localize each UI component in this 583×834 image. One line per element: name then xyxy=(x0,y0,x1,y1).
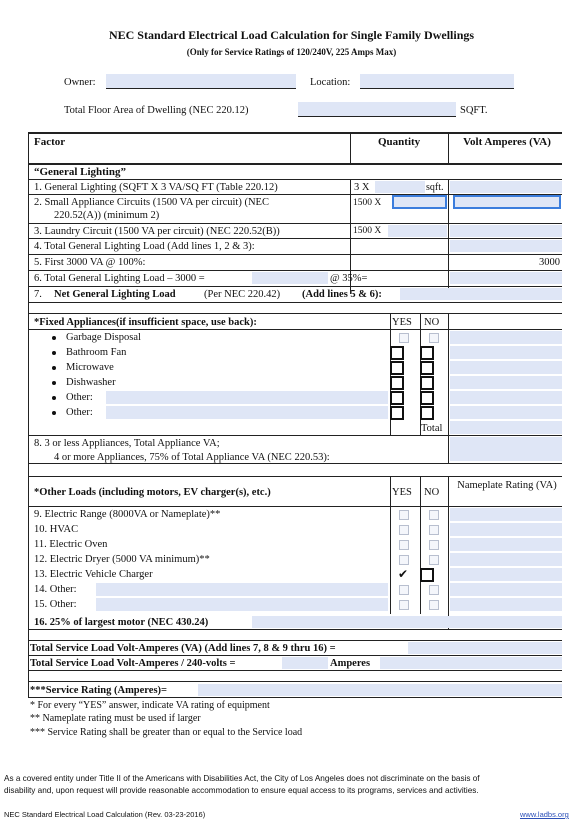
location-underline xyxy=(360,88,514,89)
fixed-no-checkbox[interactable] xyxy=(420,376,434,390)
fixed-yes-checkbox[interactable] xyxy=(390,376,404,390)
other-no-checkbox[interactable] xyxy=(429,600,439,610)
fixed-yes-checkbox[interactable] xyxy=(390,406,404,420)
gl-row-1-sqft-input[interactable] xyxy=(375,181,425,193)
fixed-va-input[interactable] xyxy=(450,376,562,389)
row-border xyxy=(28,302,562,303)
fixed-va-input[interactable] xyxy=(450,361,562,374)
fixed-no-header: NO xyxy=(424,317,440,328)
checkmark-icon: ✔ xyxy=(398,567,409,581)
other-yes-checkbox[interactable] xyxy=(399,600,409,610)
fixed-total-label: Total xyxy=(421,423,443,434)
table-left-border xyxy=(28,132,29,697)
note-3: *** Service Rating shall be greater than or equal to the Service load xyxy=(30,727,303,738)
fixed-no-checkbox[interactable] xyxy=(429,333,439,343)
fixed-yes-header: YES xyxy=(392,317,412,328)
other-load-label: 15. Other: xyxy=(34,599,77,610)
row-border xyxy=(28,223,562,224)
fixed-yes-checkbox[interactable] xyxy=(390,391,404,405)
other-yes-checkbox[interactable] xyxy=(399,510,409,520)
row-border xyxy=(28,506,562,507)
note-1: * For every “YES” answer, indicate VA rating of equipment xyxy=(30,700,270,711)
header-row-border xyxy=(28,163,562,165)
other-no-checkbox[interactable] xyxy=(429,525,439,535)
bullet-icon xyxy=(52,336,56,340)
line-8-label: 8. 3 or less Appliances, Total Appliance VA; xyxy=(34,438,220,449)
gl-row-6-va-input[interactable] xyxy=(450,272,562,284)
row-border xyxy=(28,286,562,287)
row-border xyxy=(28,655,562,656)
gl-row-6-pct: @ 35%= xyxy=(330,273,368,284)
form-title: NEC Standard Electrical Load Calculation for Single Family Dwellings xyxy=(108,28,475,42)
fixed-appliances-header: *Fixed Appliances(if insufficient space, use back): xyxy=(34,317,257,328)
fixed-appliance-label: Bathroom Fan xyxy=(66,347,127,358)
yes-col-divider xyxy=(390,476,391,614)
bullet-icon xyxy=(52,351,56,355)
gl-row-1-qty: 3 X xyxy=(354,182,370,193)
form-subtitle: (Only for Service Ratings of 120/240V, 225 Amps Max) xyxy=(186,47,397,57)
va-col-divider xyxy=(448,179,449,294)
gl-row-3-label: 3. Laundry Circuit (1500 VA per circuit) (NEC 220.52(B)) xyxy=(34,226,280,237)
other-load-va-input[interactable] xyxy=(450,508,562,521)
gl-row-3-qty-input[interactable] xyxy=(388,225,447,237)
other-load-other-input[interactable] xyxy=(96,583,388,596)
other-yes-header: YES xyxy=(392,487,412,498)
total-service-va-input[interactable] xyxy=(408,642,562,654)
other-no-checkbox[interactable] xyxy=(420,568,434,582)
fixed-yes-checkbox[interactable] xyxy=(390,361,404,375)
other-load-va-input[interactable] xyxy=(450,523,562,536)
fixed-other-input[interactable] xyxy=(106,391,388,404)
other-load-label: 12. Electric Dryer (5000 VA minimum)** xyxy=(34,554,210,565)
row-border xyxy=(28,697,562,698)
col-divider-1 xyxy=(350,132,351,164)
va-col-divider xyxy=(448,313,449,463)
no-col-divider xyxy=(420,476,421,614)
website-link[interactable]: www.ladbs.org xyxy=(520,810,569,819)
other-yes-checkbox[interactable] xyxy=(399,555,409,565)
fixed-yes-checkbox[interactable] xyxy=(390,346,404,360)
ada-notice-line-2: disability and, upon request will provide reasonable accommodation to ensure equal access to its programs, services and activities. xyxy=(4,786,479,795)
other-load-va-input[interactable] xyxy=(450,583,562,596)
fixed-no-checkbox[interactable] xyxy=(420,406,434,420)
section-border xyxy=(28,640,562,641)
floor-area-underline xyxy=(298,116,456,117)
gl-row-7-add: (Add lines 5 & 6): xyxy=(302,289,382,300)
row-border xyxy=(28,329,562,330)
row-border xyxy=(28,270,562,271)
va-col-divider xyxy=(448,476,449,629)
gl-row-7-num: 7. xyxy=(34,289,42,300)
other-load-va-input[interactable] xyxy=(450,568,562,581)
gl-row-2-qty-input[interactable] xyxy=(392,195,447,209)
fixed-no-checkbox[interactable] xyxy=(420,361,434,375)
floor-area-label: Total Floor Area of Dwelling (NEC 220.12) xyxy=(64,105,249,116)
other-no-checkbox[interactable] xyxy=(429,555,439,565)
col-quantity-header: Quantity xyxy=(378,136,421,148)
gl-row-1-va-input[interactable] xyxy=(450,181,562,193)
other-yes-checkbox[interactable] xyxy=(399,540,409,550)
row-border xyxy=(28,435,562,436)
other-yes-checkbox[interactable] xyxy=(399,585,409,595)
other-load-label: 10. HVAC xyxy=(34,524,79,535)
section-border xyxy=(28,476,562,477)
line-8-label-cont: 4 or more Appliances, 75% of Total Appliance VA (NEC 220.53): xyxy=(54,452,330,463)
gl-row-3-va-input[interactable] xyxy=(450,225,562,237)
col-factor-header: Factor xyxy=(34,136,66,148)
gl-row-2-qty: 1500 X xyxy=(353,198,382,208)
bullet-icon xyxy=(52,396,56,400)
ada-notice-line-1: As a covered entity under Title II of the Americans with Disabilities Act, the City of Los Angeles does not discriminate on the basis of xyxy=(4,774,480,783)
other-yes-checkbox[interactable] xyxy=(398,567,409,581)
bullet-icon xyxy=(52,411,56,415)
document-revision: NEC Standard Electrical Load Calculation (Rev. 03-23-2016) xyxy=(4,810,206,819)
gl-row-2-va-input[interactable] xyxy=(453,195,561,209)
other-load-label: 9. Electric Range (8000VA or Nameplate)** xyxy=(34,509,221,520)
amperes-label: Amperes xyxy=(330,658,371,669)
owner-field[interactable] xyxy=(106,74,296,88)
other-loads-header: *Other Loads (including motors, EV charger(s), etc.) xyxy=(34,487,271,498)
gl-row-7-va-input[interactable] xyxy=(400,288,562,300)
col-divider-2 xyxy=(448,132,449,164)
fixed-no-checkbox[interactable] xyxy=(420,346,434,360)
gl-row-7-ref: (Per NEC 220.42) xyxy=(204,289,281,300)
other-load-va-input[interactable] xyxy=(450,538,562,551)
note-2: ** Nameplate rating must be used if larger xyxy=(30,713,201,724)
fixed-total-input[interactable] xyxy=(450,421,562,434)
other-load-va-input[interactable] xyxy=(450,598,562,611)
fixed-va-input[interactable] xyxy=(450,331,562,344)
owner-label: Owner: xyxy=(64,77,96,88)
total-service-240-label: Total Service Load Volt-Amperes / 240-volts = xyxy=(30,658,236,669)
location-label: Location: xyxy=(310,77,351,88)
gl-row-7-bold: Net General Lighting Load xyxy=(54,289,176,300)
location-field[interactable] xyxy=(360,74,514,88)
row-border xyxy=(28,238,562,239)
other-no-checkbox[interactable] xyxy=(429,510,439,520)
total-service-240-spare[interactable] xyxy=(380,657,562,669)
bullet-icon xyxy=(52,381,56,385)
bullet-icon xyxy=(52,366,56,370)
service-rating-label: ***Service Rating (Amperes)= xyxy=(30,685,168,696)
row-border xyxy=(28,629,562,630)
gl-row-3-qty: 1500 X xyxy=(353,226,382,236)
row-border xyxy=(28,254,562,255)
gl-row-1-label: 1. General Lighting (SQFT X 3 VA/SQ FT (Table 220.12) xyxy=(34,182,278,193)
other-load-other-input[interactable] xyxy=(96,598,388,611)
fixed-yes-checkbox[interactable] xyxy=(399,333,409,343)
fixed-appliance-label: Other: xyxy=(66,392,93,403)
col-va-header: Volt Amperes (VA) xyxy=(463,136,551,148)
gl-row-2-label: 2. Small Appliance Circuits (1500 VA per circuit) (NEC xyxy=(34,197,269,208)
gl-row-6-label: 6. Total General Lighting Load – 3000 = xyxy=(34,273,205,284)
section-border xyxy=(28,681,562,682)
other-no-checkbox[interactable] xyxy=(429,540,439,550)
other-load-label: 14. Other: xyxy=(34,584,77,595)
total-service-va-label: Total Service Load Volt-Amperes (VA) (Add lines 7, 8 & 9 thru 16) = xyxy=(30,643,336,654)
other-no-checkbox[interactable] xyxy=(429,585,439,595)
fixed-va-input[interactable] xyxy=(450,346,562,359)
amperes-input[interactable] xyxy=(282,657,328,669)
other-load-va-input[interactable] xyxy=(450,553,562,566)
line-8-va-input[interactable] xyxy=(450,437,562,461)
gl-row-4-va-input[interactable] xyxy=(450,240,562,252)
row-border xyxy=(28,179,562,180)
row-border xyxy=(28,670,562,671)
other-no-header: NO xyxy=(424,487,440,498)
line-16-label: 16. 25% of largest motor (NEC 430.24) xyxy=(34,617,209,628)
section-border xyxy=(28,313,562,314)
gl-row-4-label: 4. Total General Lighting Load (Add lines 1, 2 & 3): xyxy=(34,241,255,252)
service-rating-input[interactable] xyxy=(198,684,562,696)
fixed-appliance-label: Other: xyxy=(66,407,93,418)
nameplate-header: Nameplate Rating (VA) xyxy=(457,480,557,491)
table-top-border xyxy=(28,132,562,134)
sqft-label: SQFT. xyxy=(460,105,488,116)
fixed-va-input[interactable] xyxy=(450,391,562,404)
gl-row-2-label-cont: 220.52(A)) (minimum 2) xyxy=(54,210,160,221)
other-load-label: 13. Electric Vehicle Charger xyxy=(34,569,153,580)
gl-row-5-va: 3000 xyxy=(539,257,560,268)
other-yes-checkbox[interactable] xyxy=(399,525,409,535)
fixed-appliance-label: Microwave xyxy=(66,362,114,373)
gl-row-1-unit: sqft. xyxy=(426,182,444,193)
fixed-no-checkbox[interactable] xyxy=(420,391,434,405)
gl-row-5-label: 5. First 3000 VA @ 100%: xyxy=(34,257,146,268)
line-16-va-input[interactable] xyxy=(252,616,562,628)
gl-row-6-input[interactable] xyxy=(252,272,328,284)
owner-underline xyxy=(106,88,296,89)
fixed-other-input[interactable] xyxy=(106,406,388,419)
fixed-appliance-label: Garbage Disposal xyxy=(66,332,141,343)
floor-area-field[interactable] xyxy=(298,102,456,116)
general-lighting-header: “General Lighting” xyxy=(34,166,126,178)
fixed-va-input[interactable] xyxy=(450,406,562,419)
fixed-appliance-label: Dishwasher xyxy=(66,377,116,388)
other-load-label: 11. Electric Oven xyxy=(34,539,108,550)
row-border xyxy=(28,463,562,464)
